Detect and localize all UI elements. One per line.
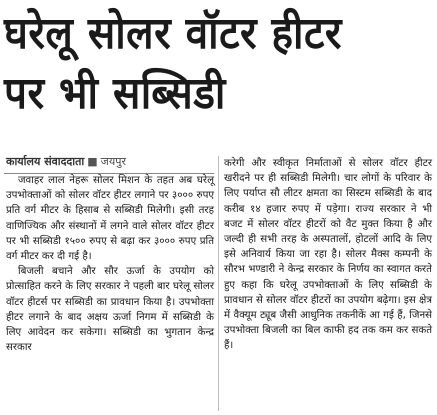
paragraph: करेगी और स्वीकृत निर्माताओं से सोलर वॉटर हीटर खरीदने पर ही सब्सिडी मिलेगी। चार लोगों के परिवार के लिए पर्याप्त सौ लीटर क्षमता का सिस्टम सब्सिडी के बाद करीब १४ हजार रुपए में पड़ेगा। राज्य सरकार ने भी बजट में सोलर वॉटर हीटरों को वैट मुक्त किया है और जल्दी ही सभी तरह के अस्पतालों, होटलों आदि के लिए इसे अनिवार्य किया जा रहा है। सोलर मैक्स कम्पनी के सौरभ भण्डारी ने केन्द्र सरकार के निर्णय का स्वागत करते हुए कहा कि घरेलू उपभोक्ताओं के लिए सब्सिडी के प्रावधान से सोलर वॉटर हीटरों का उपयोग बढ़ेगा। इस क्षेत्र में वैक्यूम ट्यूब जैसी आधुनिक तकनीकें आ गई हैं, जिनसे उपभोक्ता बिजली का बिल काफी हद तक कम कर सकते हैं। [224,158,432,352]
article-column-right [224,156,432,354]
paragraph: जवाहर लाल नेहरू सोलर मिशन के तहत अब घरेलू उपभोक्ताओं को सोलर वॉटर हीटर लगाने पर ३००० रुपए प्रति वर्ग मीटर के हिसाब से सब्सिडी मिलेगी। इसी तरह वाणिज्यिक और संस्थानों में लगने वाले सोलर वॉटर हीटर पर भी सब्सिडी १५०० रुपए से बढ़ा कर ३००० रुपए प्रति वर्ग मीटर कर दी गई है। [6,175,214,263]
article-column-left [6,173,214,355]
byline-place: जयपुर [100,155,126,168]
paragraph: बिजली बचाने और सौर ऊर्जा के उपयोग को प्रोत्साहित करने के लिए सरकार ने पहली बार घरेलू सोलर वॉटर हीटर्स पर सब्सिडी का प्रावधान किया है। उपभोक्ता हीटर लगाने के बाद अक्षय ऊर्जा निगम में सब्सिडी के लिए आवेदन कर सकेगा। सब्सिडी का भुगतान केन्द्र सरकार [6,266,214,354]
column-divider [218,156,219,411]
byline-separator: ■ [87,155,98,168]
headline-line-2: पर भी सब्सिडी [4,68,226,119]
headline-line-1: घरेलू सोलर वॉटर हीटर [4,8,342,59]
byline [6,155,126,169]
byline-desk: कार्यालय संवाददाता [6,155,85,168]
headline [4,4,400,124]
